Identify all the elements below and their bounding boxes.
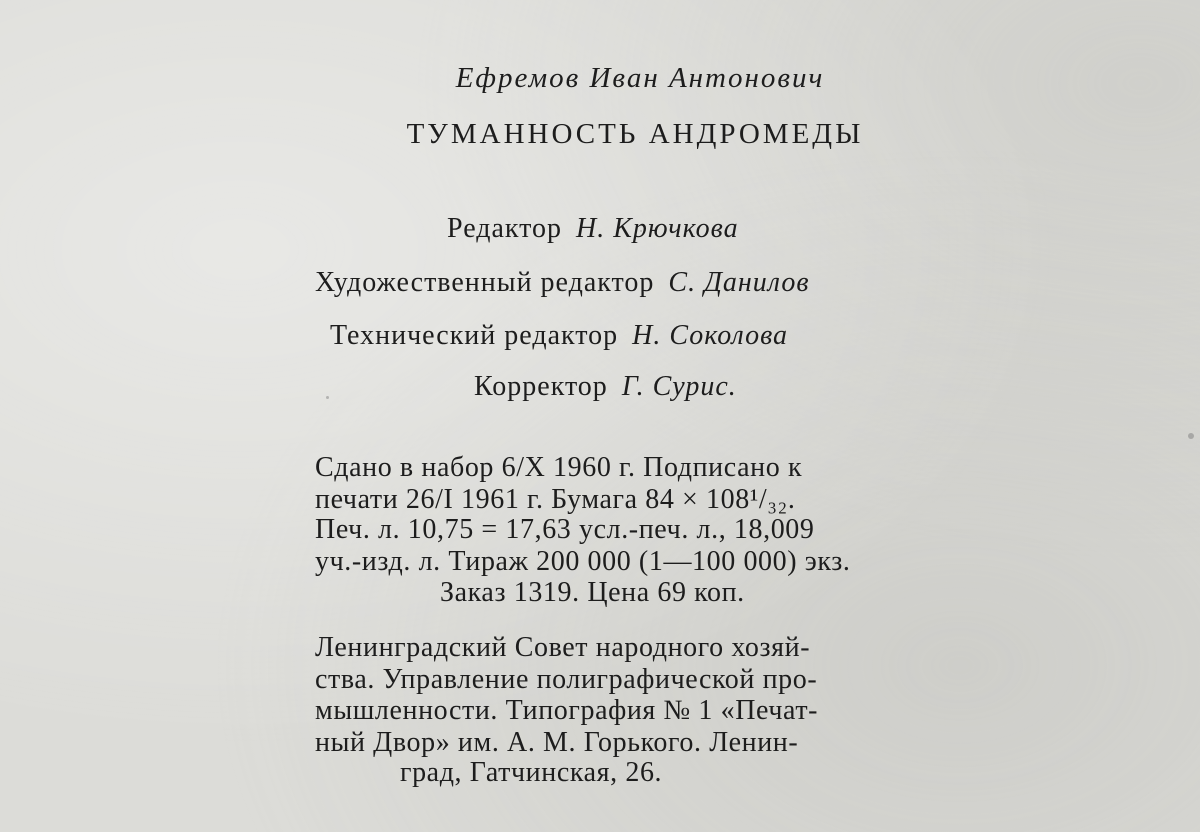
credit-name: Г. Сурис. bbox=[621, 371, 737, 402]
book-author: Ефремов Иван Антонович bbox=[455, 62, 825, 94]
credit-role: Технический редактор bbox=[330, 320, 619, 351]
print-data-line: печати 26/I 1961 г. Бумага 84 × 108¹/₃₂. bbox=[315, 484, 796, 515]
credit-name: Н. Соколова bbox=[632, 320, 789, 351]
credit-role: Художественный редактор bbox=[315, 267, 655, 298]
credit-name: С. Данилов bbox=[668, 267, 810, 298]
print-data-line: Заказ 1319. Цена 69 коп. bbox=[440, 577, 745, 608]
credit-name: Н. Крючкова bbox=[576, 213, 739, 244]
paper-speck bbox=[1188, 433, 1194, 439]
publisher-line: ный Двор» им. А. М. Горького. Ленин- bbox=[315, 727, 799, 758]
publisher-line: град, Гатчинская, 26. bbox=[400, 757, 663, 788]
publisher-line: Ленинградский Совет народного хозяй- bbox=[315, 632, 811, 663]
print-data-line: уч.-изд. л. Тираж 200 000 (1—100 000) экз. bbox=[315, 546, 851, 577]
credit-role: Редактор bbox=[447, 213, 563, 244]
credit-editor bbox=[447, 213, 739, 245]
publisher-line: ства. Управление полиграфической про- bbox=[315, 664, 818, 695]
publisher-line: мышленности. Типография № 1 «Печат- bbox=[315, 695, 819, 726]
paper-speck bbox=[640, 230, 642, 232]
credit-technical-editor bbox=[330, 320, 788, 352]
credit-art-editor bbox=[315, 267, 810, 299]
print-data-line: Сдано в набор 6/X 1960 г. Подписано к bbox=[315, 452, 803, 483]
credit-role: Корректор bbox=[474, 371, 608, 402]
book-title: ТУМАННОСТЬ АНДРОМЕДЫ bbox=[406, 118, 864, 150]
credit-proofreader bbox=[474, 371, 737, 403]
paper-speck bbox=[326, 396, 329, 399]
print-data-line: Печ. л. 10,75 = 17,63 усл.-печ. л., 18,009 bbox=[315, 514, 815, 545]
